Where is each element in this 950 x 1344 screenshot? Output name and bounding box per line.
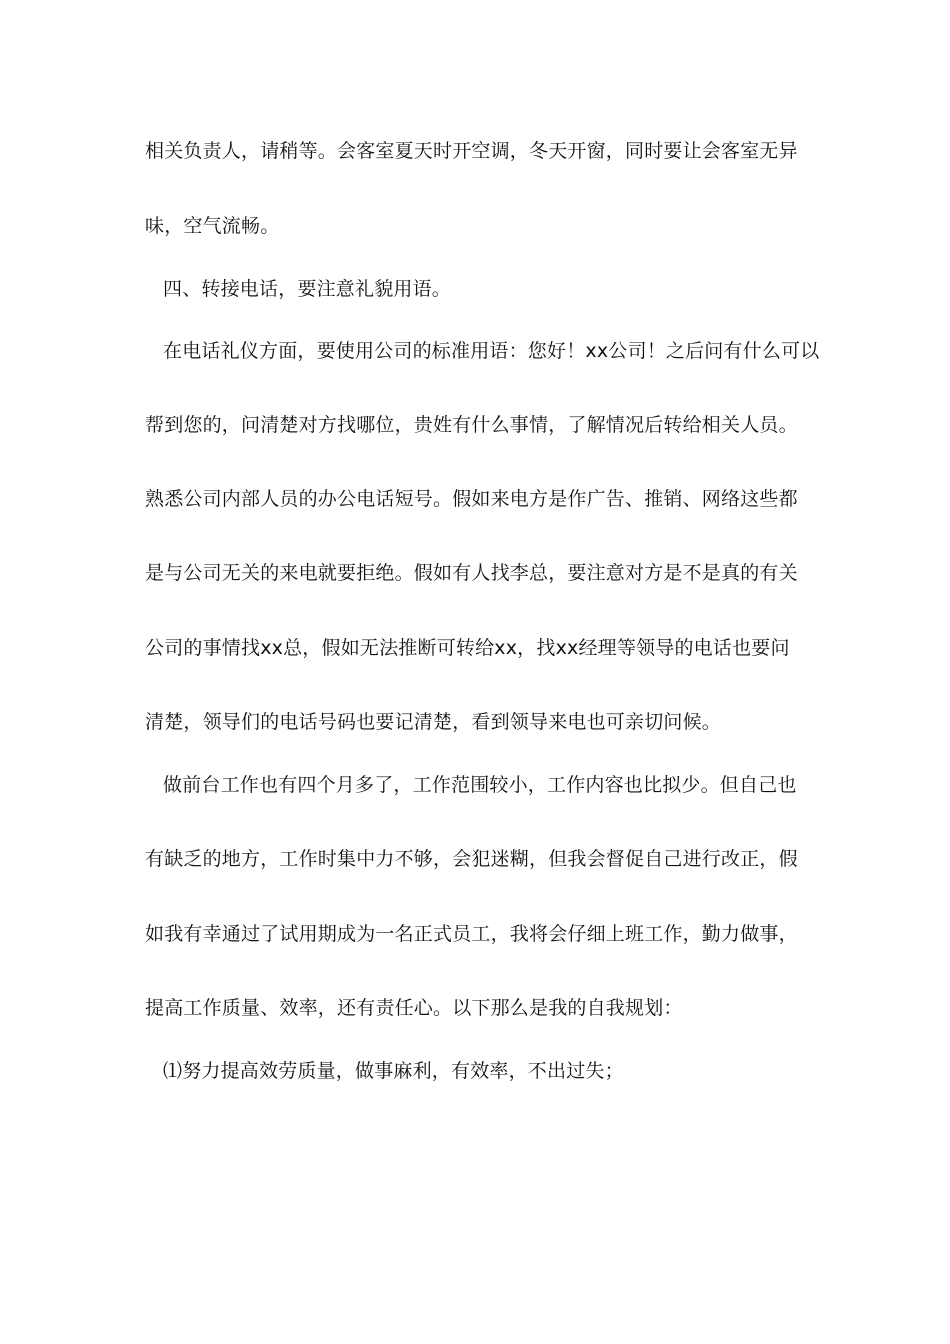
paragraph-line: 提高工作质量、效率，还有责任心。以下那么是我的自我规划： xyxy=(145,997,683,1019)
paragraph-line: 做前台工作也有四个月多了，工作范围较小，工作内容也比拟少。但自己也 xyxy=(163,774,797,796)
paragraph-line: 公司的事情找xx总，假如无法推断可转给xx，找xx经理等领导的电话也要问 xyxy=(145,637,790,659)
paragraph-line: 是与公司无关的来电就要拒绝。假如有人找李总，要注意对方是不是真的有关 xyxy=(145,562,798,584)
paragraph-line: 如我有幸通过了试用期成为一名正式员工，我将会仔细上班工作，勤力做事， xyxy=(145,923,798,945)
paragraph-line: 相关负责人，请稍等。会客室夏天时开空调，冬天开窗，同时要让会客室无异 xyxy=(145,140,798,162)
paragraph-line: 味，空气流畅。 xyxy=(145,215,280,237)
paragraph-line: 帮到您的，问清楚对方找哪位，贵姓有什么事情，了解情况后转给相关人员。 xyxy=(145,414,798,436)
paragraph-line: 熟悉公司内部人员的办公电话短号。假如来电方是作广告、推销、网络这些都 xyxy=(145,488,798,510)
list-item: ⑴努力提高效劳质量，做事麻利，有效率，不出过失； xyxy=(163,1060,624,1082)
paragraph-line: 在电话礼仪方面，要使用公司的标准用语：您好！xx公司！之后问有什么可以 xyxy=(163,340,820,362)
paragraph-line: 有缺乏的地方，工作时集中力不够，会犯迷糊，但我会督促自己进行改正，假 xyxy=(145,848,798,870)
section-heading: 四、转接电话，要注意礼貌用语。 xyxy=(163,278,452,300)
paragraph-line: 清楚，领导们的电话号码也要记清楚，看到领导来电也可亲切问候。 xyxy=(145,711,722,733)
